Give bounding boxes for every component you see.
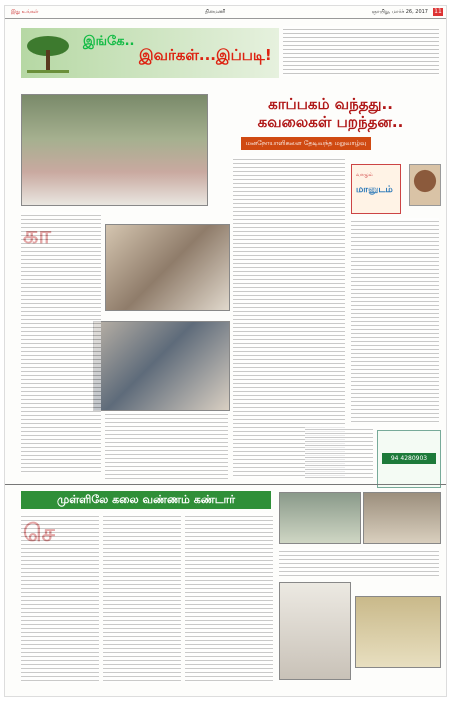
craft-photo xyxy=(355,596,441,668)
advertisement xyxy=(377,430,441,488)
portrait-photo xyxy=(279,582,351,680)
banner-left: இங்கே.. xyxy=(83,34,135,49)
column-logo xyxy=(351,164,401,214)
logo-big-text: மானுடம் xyxy=(356,185,393,195)
story2-column-2 xyxy=(103,513,181,683)
headline-line-1: காப்பகம் வந்தது.. xyxy=(268,95,393,113)
story2-column-4 xyxy=(279,548,439,576)
page-number: 11 xyxy=(434,8,442,15)
story1-subheading: மனநோயாளிகளை தேடிவந்த மறுவாழ்வு xyxy=(241,137,371,150)
patients-photo xyxy=(105,224,230,311)
banner-right: இவர்கள்...இப்படி! xyxy=(139,46,272,64)
section-name: இது உங்கள் xyxy=(11,9,39,15)
group-photo xyxy=(21,94,208,206)
story2-column-3 xyxy=(185,513,273,683)
issue-date: ஞாயிறு, மார்ச் 26, 2017 xyxy=(371,9,428,15)
story2-column-1 xyxy=(21,513,99,683)
paper-name: தினமணி xyxy=(205,9,226,15)
logo-small-text: வாழும் xyxy=(356,172,373,178)
story1-column-4 xyxy=(351,218,439,423)
story1-column-5 xyxy=(305,426,373,478)
newspaper-page xyxy=(4,5,447,697)
story2-headline: முள்ளிலே கலை வண்ணம் கண்டார் xyxy=(21,491,271,509)
headline-line-2: கவலைகள் பறந்தன.. xyxy=(257,113,404,131)
story1-column-1 xyxy=(21,212,101,474)
tree-icon xyxy=(25,32,71,74)
artwork-photo xyxy=(363,492,441,544)
story1-column-2 xyxy=(105,411,228,479)
section-divider xyxy=(5,484,446,485)
care-photo xyxy=(93,321,230,411)
page-header xyxy=(5,6,446,19)
author-portrait xyxy=(409,164,441,206)
ad-phone: 94 4280903 xyxy=(382,453,436,464)
story1-headline xyxy=(233,95,428,131)
intro-text xyxy=(283,26,439,76)
section-banner xyxy=(21,28,279,78)
artist-photo xyxy=(279,492,361,544)
